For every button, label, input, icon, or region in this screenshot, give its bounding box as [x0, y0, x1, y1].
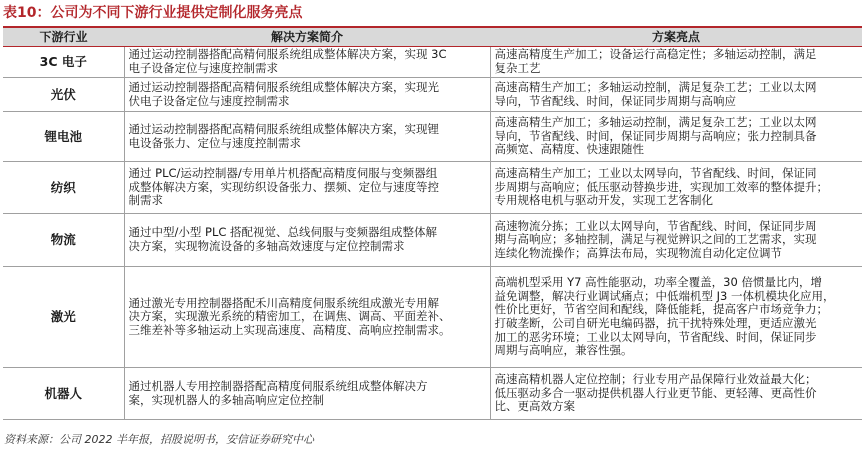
solution-intro-cell: 通过机器人专用控制器搭配高精度伺服系统组成整体解决方 案，实现机器人的多轴高响应定位控制: [124, 368, 490, 420]
highlights-cell: 高速物流分拣；工业以太网导向，节省配线、时间，保证同步周 期与高响应；多轴控制，满足与视觉辨识之间的工艺需求，实现 连续化物流操作；高算法布局，实现物流自动化定位调节: [490, 214, 862, 267]
table-title: 表10：公司为不同下游行业提供定制化服务亮点: [3, 2, 862, 28]
industry-cell: 物流: [3, 214, 124, 267]
header-solution-intro: 解决方案简介: [124, 28, 490, 47]
header-industry: 下游行业: [3, 28, 124, 47]
table-row: [3, 162, 862, 214]
source-note: 资料来源：公司 2022 半年报，招股说明书，安信证券研究中心: [4, 433, 314, 446]
table-header-row: [3, 28, 862, 47]
table-row: [3, 214, 862, 267]
highlights-cell: 高端机型采用 Y7 高性能驱动，功率全覆盖，30 倍惯量比内，增 益免调整，解决行业调试痛点；中低端机型 J3 一体机模块化应用， 性价比更好，节省空间和配线，降低能耗，提高客户市场竞争力； 打破垄断，公司自研光电编码器，抗干扰特殊处理，更适应激光 加工的恶劣环境；工业以太网导向，节省配线、时间，保证同步 周期与高响应，兼容性强。: [490, 267, 862, 368]
solution-intro-cell: 通过中型/小型 PLC 搭配视觉、总线伺服与变频器组成整体解 决方案，实现物流设备的多轴高效速度与定位控制需求: [124, 214, 490, 267]
industry-cell: 3C 电子: [3, 47, 124, 78]
table-row: [3, 267, 862, 368]
solution-intro-cell: 通过运动控制器搭配高精伺服系统组成整体解决方案，实现光 伏电子设备定位与速度控制需求: [124, 78, 490, 112]
table-row: [3, 78, 862, 112]
industry-cell: 纺织: [3, 162, 124, 214]
solution-intro-cell: 通过运动控制器搭配高精伺服系统组成整体解决方案，实现 3C 电子设备定位与速度控制需求: [124, 47, 490, 78]
solution-intro-cell: 通过运动控制器搭配高精伺服系统组成整体解决方案，实现锂 电设备张力、定位与速度控制需求: [124, 112, 490, 162]
table-row: [3, 47, 862, 78]
solution-intro-cell: 通过 PLC/运动控制器/专用单片机搭配高精度伺服与变频器组 成整体解决方案，实现纺织设备张力、摆频、定位与速度等控 制需求: [124, 162, 490, 214]
industry-cell: 激光: [3, 267, 124, 368]
industry-cell: 机器人: [3, 368, 124, 420]
highlights-cell: 高速高精生产加工；多轴运动控制，满足复杂工艺；工业以太网 导向，节省配线、时间，保证同步周期与高响应；张力控制具备 高频宽、高精度、快速跟随性: [490, 112, 862, 162]
table-row: [3, 368, 862, 420]
industry-cell: 锂电池: [3, 112, 124, 162]
industry-solutions-table: [3, 28, 862, 420]
header-highlights: 方案亮点: [490, 28, 862, 47]
highlights-cell: 高速高精机器人定位控制；行业专用产品保障行业效益最大化； 低压驱动多合一驱动提供机器人行业更节能、更轻薄、更高性价 比、更高效方案: [490, 368, 862, 420]
highlights-cell: 高速高精度生产加工；设备运行高稳定性；多轴运动控制，满足 复杂工艺: [490, 47, 862, 78]
highlights-cell: 高速高精生产加工；多轴运动控制，满足复杂工艺；工业以太网 导向，节省配线、时间，保证同步周期与高响应: [490, 78, 862, 112]
highlights-cell: 高速高精生产加工；工业以太网导向，节省配线、时间，保证同 步周期与高响应；低压驱动替换步进，实现加工效率的整体提升； 专用规格电机与驱动开发，实现工艺客制化: [490, 162, 862, 214]
solution-intro-cell: 通过激光专用控制器搭配禾川高精度伺服系统组成激光专用解 决方案，实现激光系统的精密加工，在调焦、调高、平面差补、 三维差补等多轴运动上实现高速度、高精度、高响应控制需求。: [124, 267, 490, 368]
industry-cell: 光伏: [3, 78, 124, 112]
table-row: [3, 112, 862, 162]
